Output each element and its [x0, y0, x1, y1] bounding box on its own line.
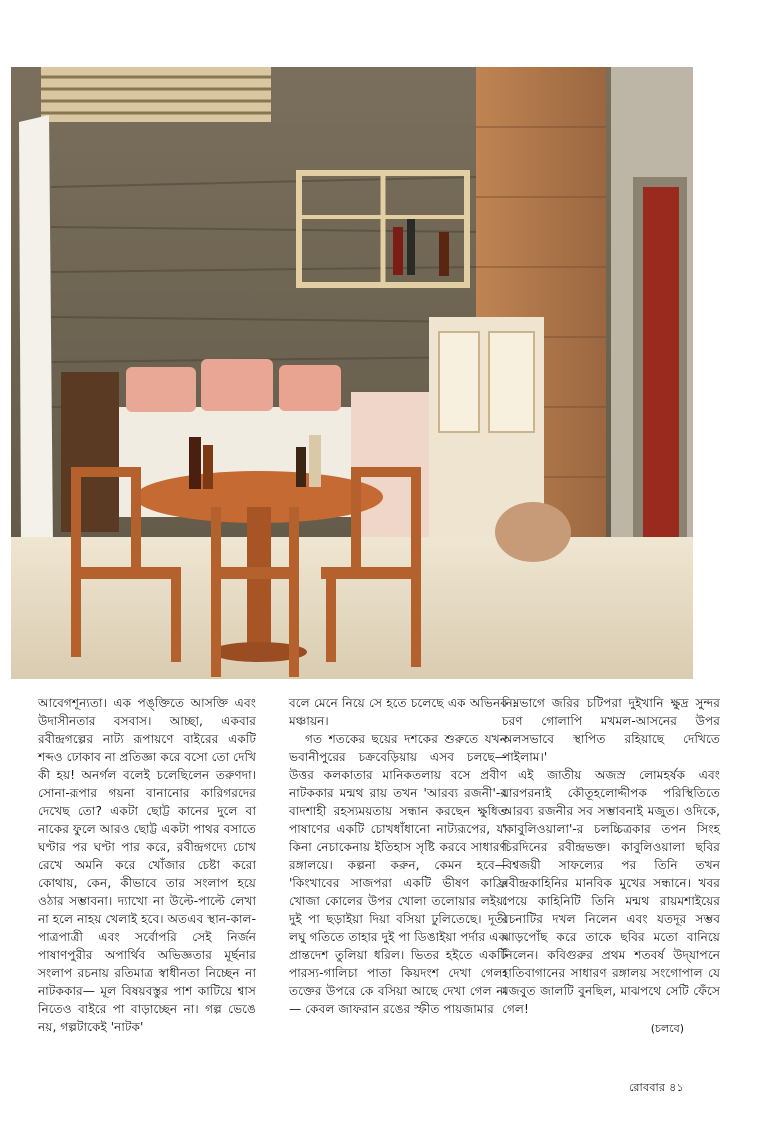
article-column-2 — [289, 694, 507, 1018]
stage-set-illustration — [11, 67, 693, 679]
continued-marker: (চলবে) — [650, 1022, 684, 1035]
article-column-3 — [502, 694, 720, 1018]
article-column-1 — [38, 694, 256, 1036]
page-footer: রোববার ৪১ — [628, 1081, 684, 1094]
article-body — [38, 694, 738, 1034]
paragraph: নিম্নভাগে জরির চটিপরা দুইখানি ক্ষুদ্র সুন্দর চরণ গোলাপি মখমল-আসনের উপর অলসভাবে স্থাপিত রহিয়াছে দেখিতে পাইলাম।' — [502, 696, 720, 764]
paragraph: বলে মেনে নিয়ে সে হতে চলেছে এক অভিনব মঞ্চায়ন। — [289, 696, 507, 728]
stage-set-photo — [11, 67, 693, 679]
paragraph: গত শতকের ছয়ের দশকের শুরুতে যখন ভবানীপুরের চক্রবেড়িয়ায় এসব চলছে— উত্তর কলকাতার মানিকতলায় বসে প্রবীণ নাটককার মন্মথ রায় তখন 'আরব্য রজনী'-র বাদশাহী রহস্যময়তায় সন্ধান করছেন ক্ষুধিত পাষাণের একটি চোখধাঁধানো নাট্যরূপের, যা কিনা নেচাকেনায় ইতিহাস সৃষ্টি করবে সাধারণ রঙ্গালয়ে। কল্পনা করুন, কেমন হবে— 'কিংখাবের সাজপরা একটি ভীষণ কাফ্রি খোজা কোলের উপর খোলা তলোয়ার লইয়া দুই পা ছড়াইয়া দিয়া বসিয়া ঢুলিতেছে। দূতী লঘু গতিতে তাহার দুই পা ডিঙাইয়া পর্দার এক প্রান্তদেশ তুলিয়া ধরিল। ভিতর হইতে একটি পারস্য-গালিচা পাতা কিয়দংশ দেখা গেল। তক্তের উপরে কে বসিয়া আছে দেখা গেল না— কেবল জাফরান রঙের স্ফীত পায়জামার — [289, 732, 507, 1016]
paragraph: এই জাতীয় অজস্র লোমহর্ষক এবং যারপরনাই কৌতূহলোদ্দীপক পরিস্থিতিতে আরব্য রজনীর সব সম্ভাবনাই মজুত। ওদিকে, 'কাবুলিওয়ালা'-র চলচ্চিত্রকার তপন সিংহ চিরদিনের রবীন্দ্রভক্ত। কাবুলিওয়ালা ছবির বিশ্বজয়ী সাফল্যের পর তিনি তখন রবীন্দ্রকাহিনির মানবিক মুখের সন্ধানে। খবর পেয়ে কাহিনিটি তিনি মন্মথ রায়মশাইয়ের রচনাটির দখল নিলেন এবং যতদূর সম্ভব ঝাড়পোঁছ করে তাকে ছবির মতো বানিয়ে নিলেন। কবিগুরুর প্রথম শতবর্ষ উদ্‌যাপনে হাতিবাগানের সাধারণ রঙ্গালয় সংগোপাল যে মজবুত জালটি বুনছিল, মাঝপথে সেটি ফেঁসে গেল! — [502, 768, 720, 1016]
paragraph: আবেগশূন্যতা। এক পঙ্‌ক্তিতে আসক্তি এবং উদাসীনতার বসবাস। আচ্ছা, একবার রবীন্দ্রগল্পের নাট্য রূপায়ণে বাইরের একটি শব্দও ঢোকাব না প্রতিজ্ঞা করে বসো তো দেখি কী হয়! অনর্গল বলেই চলেছিলেন তরুণদা। সোনা-রূপার গয়না বানানোর কারিগরদের দেখেছ তো? একটা ছোট্ট কানের দুলে বা নাকের ফুলে আরও ছোট্ট একটা পাথর বসাতে ঘণ্টার পর ঘণ্টা পার করে, রবীন্দ্রগদ্যে চোখ রেখে অমনি করে খোঁজার চেষ্টা করো কোথায়, কেন, কীভাবে তার সংলাপ হয়ে ওঠার সম্ভাবনা। দ্যাখো না উল্টে-পাল্টে লেখা না হলে নাহয় খেলাই হবে। অতএব স্থান-কাল-পাত্রপাত্রী এবং সর্বোপরি সেই নির্জন পাষাণপুরীর অপার্থিব অভিজ্ঞতার মূর্ছনার সংলাপ রচনায় রতিমাত্র স্বাধীনতা নিচ্ছেন না নাটককার— মূল বিষয়বস্তুর পাশ কাটিয়ে শ্বাস নিতেও বাইরে পা বাড়াচ্ছেন না। গল্প ভেঙে নয়, গল্পটাকেই 'নাটক' — [38, 696, 256, 1034]
